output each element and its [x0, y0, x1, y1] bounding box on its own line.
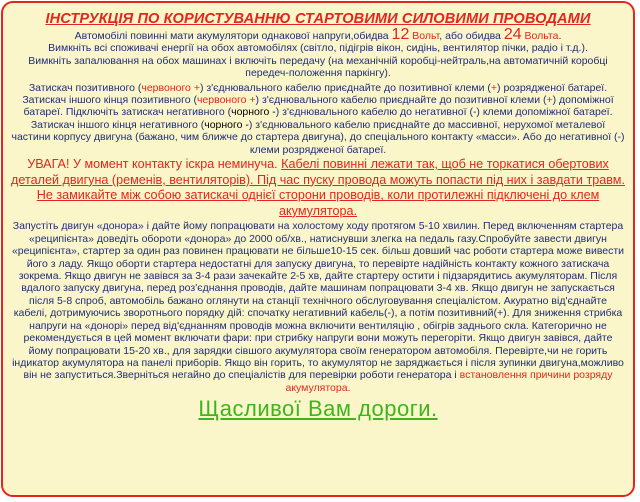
negative-cable-paragraph [11, 119, 625, 156]
warning-title: УВАГА! У момент контакту іскра неминуча. [27, 157, 282, 172]
text: ) з'єднювального кабелю приєднайте до массивної, нерухомої металевої частини корпусу двигуна (бажано, чим ближче до стартера двигуна), до спеціального контакту «масси». Або до негативної (-) клеми розрядженої батареї. [11, 118, 625, 156]
positive-cable-paragraph [11, 82, 625, 119]
voltage-text: , або обидва [439, 30, 504, 42]
procedure-red-text: встановлення причини розряду акумулятора. [285, 369, 613, 394]
plus-sign: + [490, 81, 498, 94]
text: Затискач іншого кінця негативного ( [30, 118, 205, 131]
text: ) розрядженої батареї. Затискач іншого кінця позитивного ( [22, 81, 608, 107]
warning-text: Кабелі повинні лежати так, щоб не торкатися обертових деталей двигуна (ременів, вентиляторів). Під час пуску провода можуть попасти під них і завдати травм. Не замикайте між собою затискачі однієї сторони проводів, коли протилежні підключені до клем акумулятора. [11, 157, 625, 218]
page-title: ІНСТРУКЦІЯ ПО КОРИСТУВАННЮ СТАРТОВИМИ СИЛОВИМИ ПРОВОДАМИ [45, 11, 591, 27]
black-label: чорного - [231, 106, 276, 119]
procedure-text: Запустіть двигун «донора» і дайте йому попрацювати на холостому ходу протягом 5-10 хвилин. Перед включенням стартера «реципієнта» доведіть обороти «донора» до 2000 об/хв., натиснувши злегка на педаль газу.Спробуйте завести двигун «реципієнта», стартер за один раз повинен працювати не більше10-15 сек. більш довший час роботи стартера може вивести його з ладу. Якщо оборти стартера недостатні для запуску двигуна, то перевірте надійність контакту кожного затискача зокрема. Якщо двигун не завівся за 3-4 рази зачекайте 2-5 хв, дайте стартеру остити і підзарядитись акумуляторам. Після вдалого запуску двигуна, перед роз'єднання проводів, дайте машинам попрацювати 3-4 хв. Якщо двигун не запускається після 5-8 спроб, автомобіль бажано оглянути на станції технічного обслуговування спеціалістом. Акуратно від'єднайте кабелі, дотримуючись зворотнього порядку дій: спочатку негативний кабель(-), а потім позитивний(+). Для зниження стрибка напруги на «донорі» перед від'єднанням проводів можна включити вентиляцію , обігрів заднього скла. Категорично не рекомендується в цей момент включати фари: при стрибку напруги вони можуть перегоріти. Якщо двигун завівся, дайте йому попрацювати 15-20 хв., для зарядки сівшого акумулятора своїм генератором автомобіля. Перевірте,чи не горить індикатор акумулятора на панелі приборів. Якщо він горить, то акумулятор не заряджається і після зупинки двигуна,можливо він не запуститься.Зверніться негайно до спеціалістів для перевірки роботи генератора і [11, 220, 625, 382]
closing-message: Щасливої Вам дороги. [198, 396, 438, 422]
voltage-12: 12 [391, 26, 410, 43]
voltage-24: 24 [503, 26, 522, 43]
consumers-paragraph: Вимкніть всі споживачі енергії на обох автомобілях (світло, підігрів вікон, сидінь, вентилятор пічки, радіо і т.д.). [48, 42, 588, 55]
procedure-body [11, 220, 625, 394]
text: ) з'єднювального кабелю приєднайте до позитивної клеми ( [199, 81, 491, 94]
red-label: червоного + [196, 94, 256, 107]
volt-unit: Вольт [409, 30, 440, 42]
plus-sign: + [546, 94, 553, 107]
red-label: червоного + [141, 81, 200, 94]
voltage-paragraph [11, 26, 625, 43]
warning-block [11, 157, 625, 219]
text: ) допоміжної батареї. Підключіть затискач негативного ( [23, 94, 614, 119]
text: ) з'єднювального кабелю до негативної (-) клеми допоміжної батареї. [275, 106, 613, 119]
voltage-text: . [558, 30, 562, 42]
text: ) з'єднювального кабелю приєднайте до позитивної клеми ( [255, 94, 547, 107]
black-label: чорного - [204, 118, 249, 131]
ignition-paragraph: Вимкніть запалювання на обох машинах і включіть передачу (на механічній коробці-нейтраль,на автоматичній коробці передеч-положення паркінгу). [28, 54, 608, 80]
text: Затискач позитивного ( [28, 81, 142, 94]
instruction-card [1, 1, 635, 497]
volt-unit: Вольта [521, 30, 559, 42]
voltage-text: Автомобілі повинні мати акумулятори однакової напруги,обидва [74, 30, 392, 42]
